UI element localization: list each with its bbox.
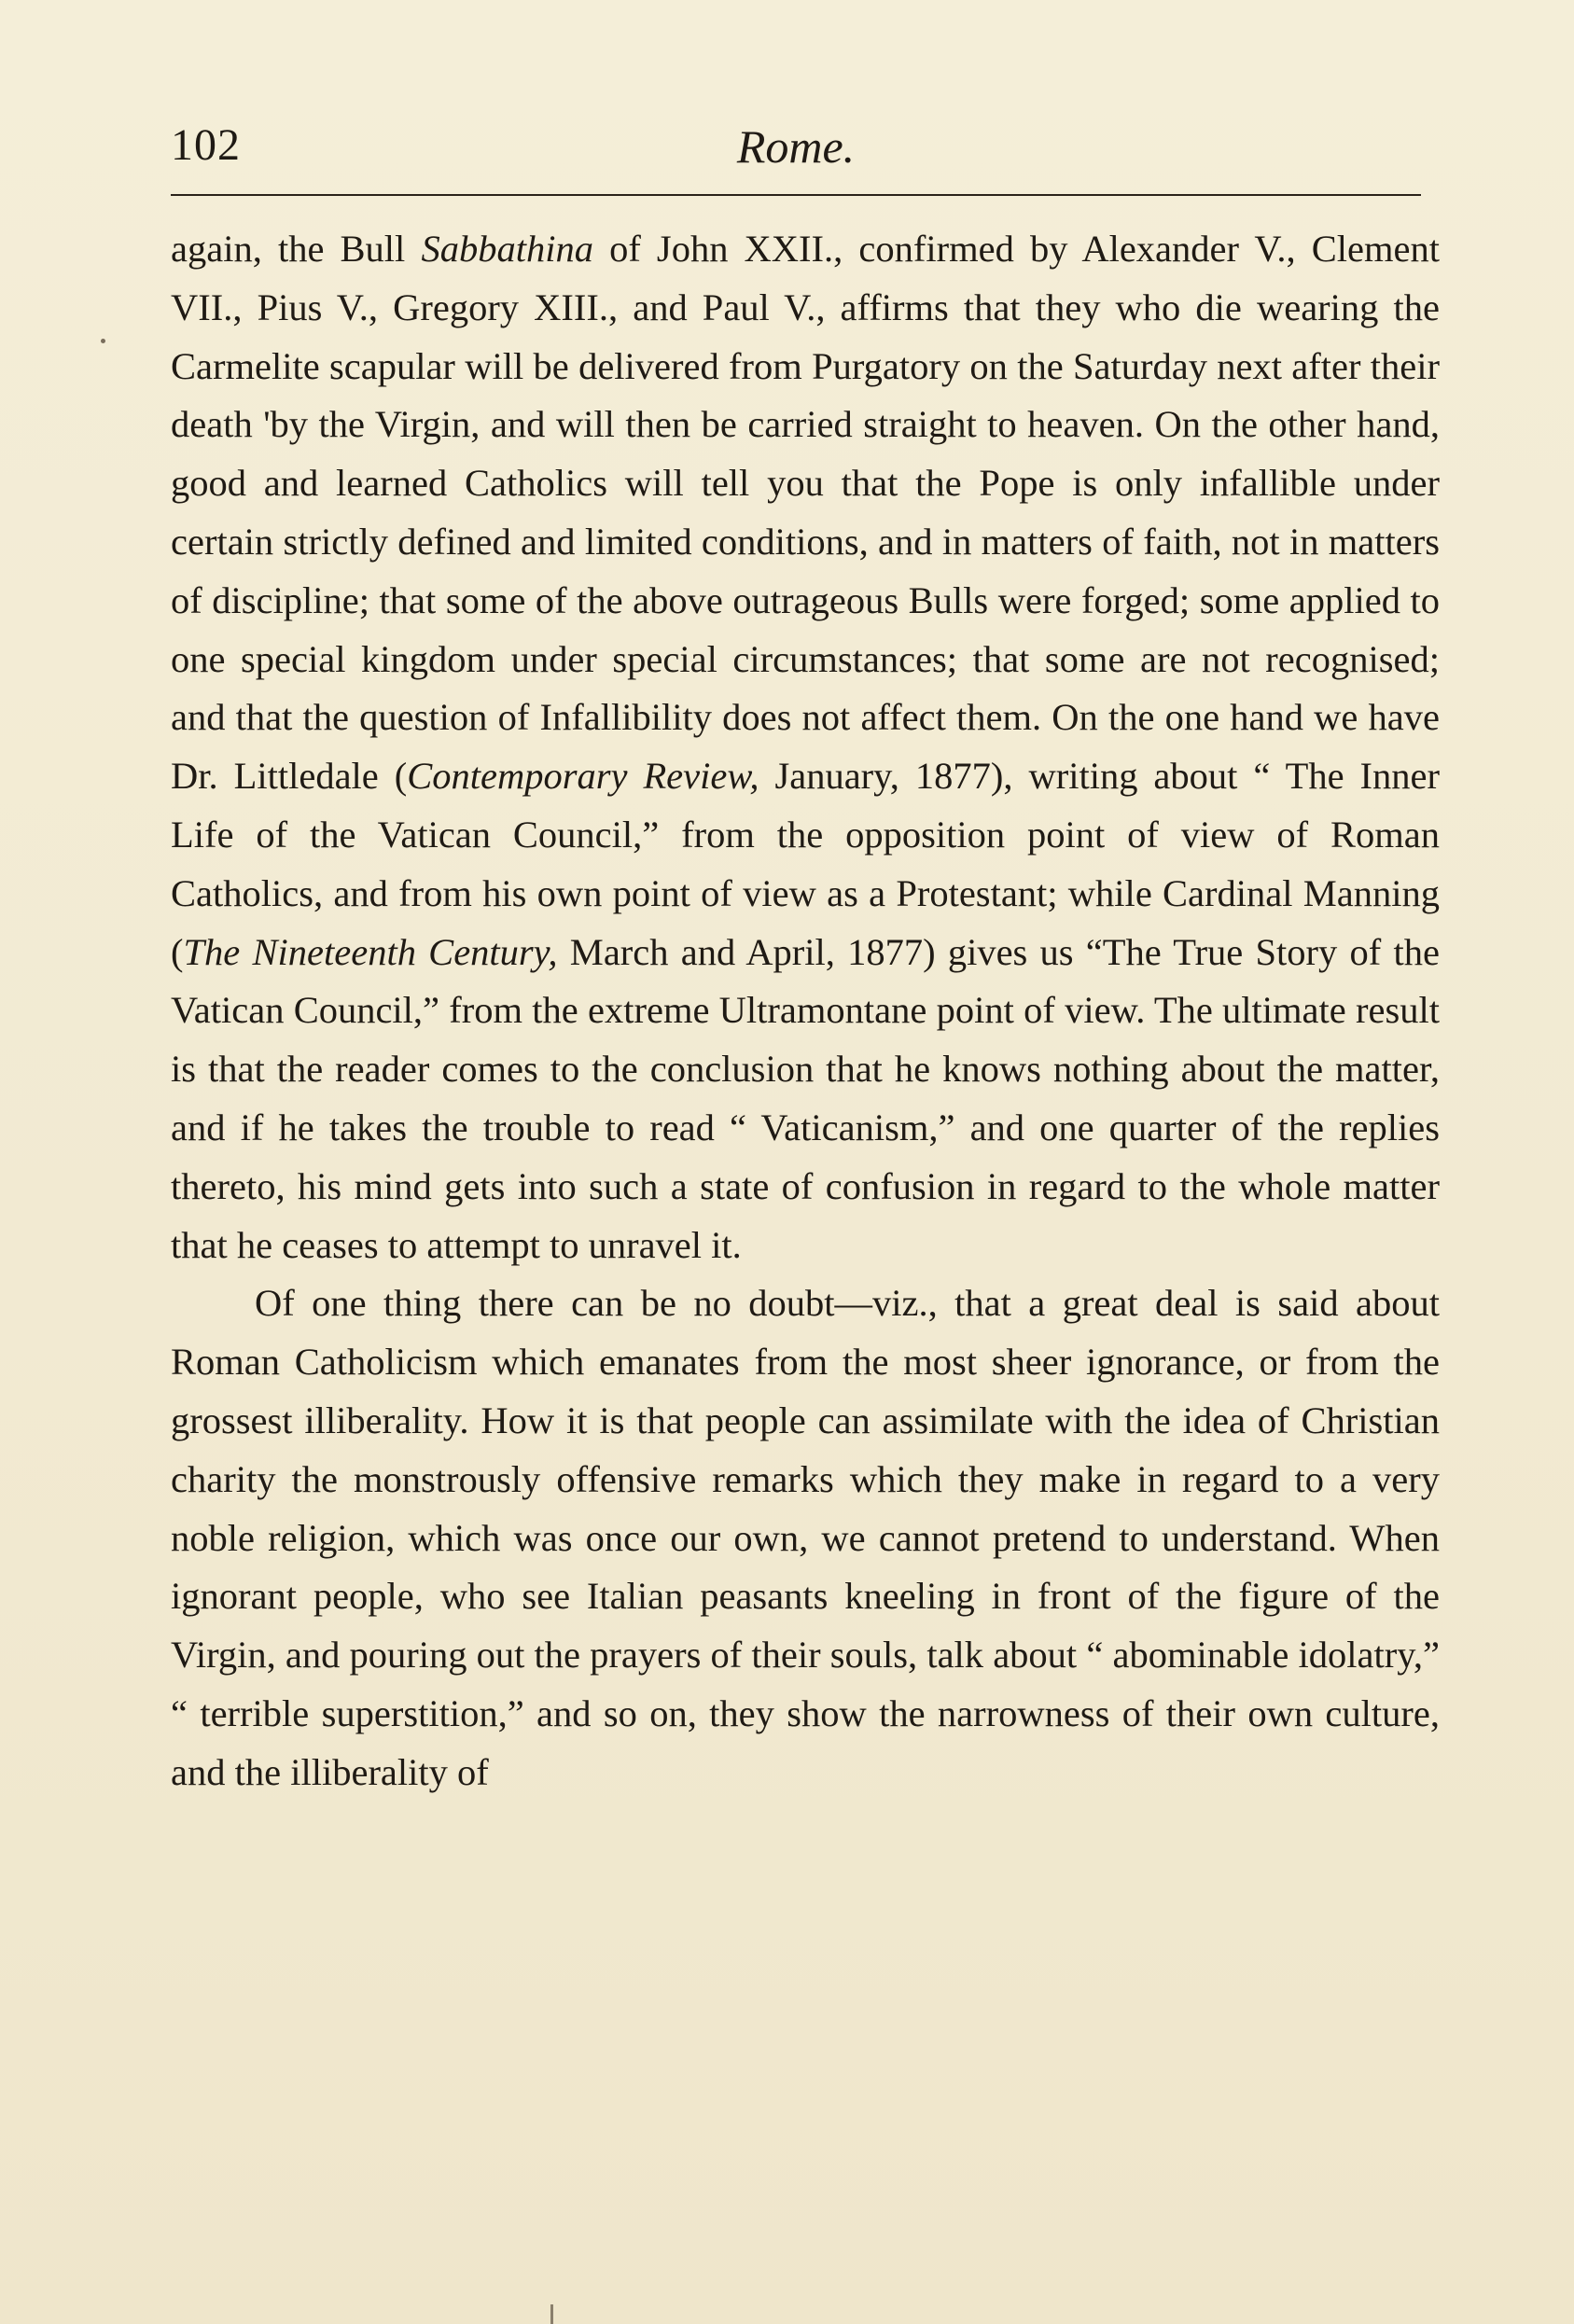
- text-run: of John XXII., confirmed by Alexander V., Clement VII., Pius V., Gregory XIII., and Paul V., affirms that they who die wearing the Carmelite scapular will be delivered from Purgatory on the Saturday next after their death 'by the Virgin, and will then be carried straight to heaven. On the other hand, good and learned Catholics will tell you that the Pope is only infallible under certain strictly defined and limited conditions, and in matters of faith, not in matters of discipline; that some of the above outrageous Bulls were forged; some applied to one special kingdom under special circumstances; that some are not recognised; and that the question of Infallibility does not affect them. On the one hand we have Dr. Littledale (: [171, 228, 1441, 798]
- margin-speck: [101, 339, 105, 343]
- text-run: again, the Bull: [171, 228, 422, 270]
- body-text: [171, 220, 1440, 1802]
- text-run: January, 1877), writing about “ The Inner Life of the Vatican Council,” from the opposition point of view of Roman Catholics, and from his own point of view as a Protestant; while Cardinal Manning (: [171, 755, 1440, 973]
- text-run: March and April, 1877) gives us “The True Story of the Vatican Council,” from the extreme Ultramontane point of view. The ultimate result is that the reader comes to the conclusion that he knows nothing about the matter, and if he takes the trouble to read “ Vaticanism,” and one quarter of the replies thereto, his mind gets into such a state of confusion in regard to the whole matter that he ceases to attempt to unravel it.: [171, 930, 1440, 1266]
- paragraph-new: Of one thing there can be no doubt—viz., that a great deal is said about Roman Catholicism which emanates from the most sheer ignorance, or from the grossest illiberality. How it is that people can assimilate with the idea of Christian charity the monstrously offensive remarks which they make in regard to a very noble religion, which was once our own, we cannot pretend to understand. When ignorant people, who see Italian peasants kneeling in front of the figure of the Virgin, and pouring out the prayers of their souls, talk about “ abominable idolatry,” “ terrible superstition,” and so on, they show the narrowness of their own culture, and the illiberality of: [171, 1282, 1440, 1793]
- gutter-mark: [550, 2304, 553, 2324]
- italic-title-sabbathina: Sabbathina: [421, 228, 593, 270]
- paragraph-continued: [171, 220, 1440, 1274]
- italic-title-nineteenth-century: The Nineteenth Century,: [183, 930, 558, 973]
- header-rule: [171, 194, 1421, 196]
- running-head: [171, 119, 1421, 175]
- italic-title-contemporary-review: Contemporary Review,: [407, 755, 759, 798]
- running-title: Rome.: [736, 120, 856, 173]
- page-number: 102: [171, 120, 241, 170]
